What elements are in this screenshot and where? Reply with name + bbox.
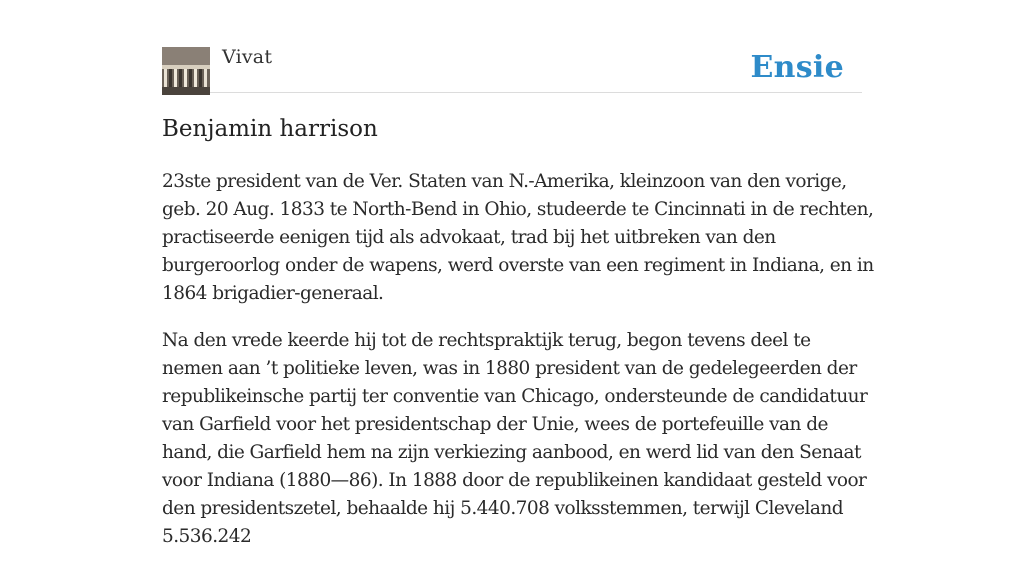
- avatar[interactable]: [162, 47, 210, 95]
- article-body: [162, 168, 874, 570]
- article-paragraph: Na den vrede keerde hij tot de rechtspraktijk terug, begon tevens deel te nemen aan ’t politieke leven, was in 1880 president van de gedelegeerden der republikeinsche partij ter conventie van Chicago, ondersteunde de candidatuur van Garfield voor het presidentschap der Unie, wees de portefeuille van de hand, die Garfield hem na zijn verkiezing aanbood, en werd lid van den Senaat voor Indiana (1880—86). In 1888 door de republikeinen kandidaat gesteld voor den presidentszetel, behaalde hij 5.440.708 volksstemmen, terwijl Cleveland 5.536.242: [162, 330, 868, 547]
- avatar-image: [162, 47, 210, 95]
- author-name[interactable]: Vivat: [222, 46, 273, 68]
- article-title: Benjamin harrison: [162, 116, 378, 142]
- header: [162, 46, 862, 93]
- article-paragraph: 23ste president van de Ver. Staten van N.-Amerika, kleinzoon van den vorige, geb. 20 Aug. 1833 te North-Bend in Ohio, studeerde te Cincinnati in de rechten, practiseerde eenigen tijd als advokaat, trad bij het uitbreken van den burgeroorlog onder de wapens, werd overste van een regiment in Indiana, en in 1864 brigadier-generaal.: [162, 171, 874, 304]
- ensie-logo[interactable]: Ensie: [750, 50, 844, 85]
